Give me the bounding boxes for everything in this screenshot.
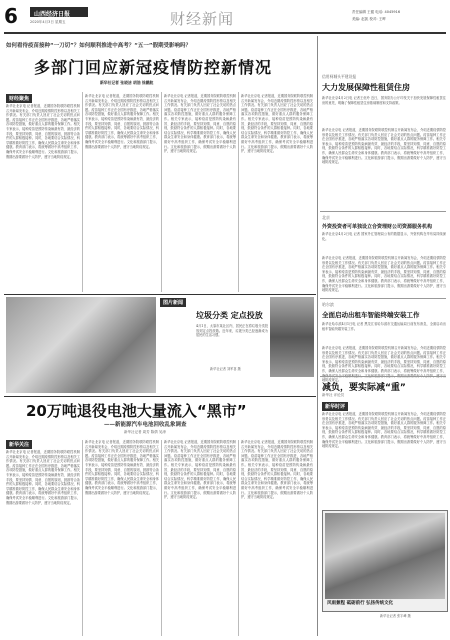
- culture-photo: [325, 513, 445, 599]
- date-line: 2020年4月3日 星期五: [30, 20, 66, 24]
- culture-photo-credit: 新华社记者 张宇峰 摄: [380, 614, 411, 618]
- battery-column-1: 新华社北京电 记者报道，近期国务院联防联控机制召开新闻发布会，介绍近期疫情防控形势以及相关工作情况。有关部门负责人回应了社会关切的热点问题。疫苗接种工作正在全国有序推进，各地严格落实各项防控措施，做好重点人群的服务保障工作。相关专家表示，接种疫苗是预防传染病最有效、最经济的手段，要坚持知情、同意、自愿的原则，鼓励符合条件的人群积极接种。同时，各地要结合实际情况，科学精准做好防控工作，确保人民群众生命安全和身体健康。教育部门表示，将统筹做好中高考组织工作，确保考试安全平稳顺利进行。文化和旅游部门提示，假期出游要做好个人防护，遵守当地防疫规定。: [6, 450, 80, 505]
- picture-news-headline: 垃圾分类 定点投放: [196, 311, 263, 320]
- reduce-byline: 新华社 评论员: [322, 393, 345, 397]
- section-rule: [4, 396, 316, 397]
- right-mid-place: 北京: [322, 215, 330, 220]
- editor-info-1: 责任编辑 王健 电话: 4045916: [352, 10, 401, 14]
- battery-byline: 新华社记者 周芳 陈倩 吴涛: [124, 430, 166, 434]
- column-divider: [238, 440, 239, 636]
- right-top-body: 新华社北京4月2日电 记者王优玲 近日，国务院办公厅印发关于加快发展保障性租赁住房的意见，明确了保障性租赁住房基础制度和支持政策。: [322, 96, 446, 105]
- picture-news-credit: 新华社记者 刘军喜 摄: [210, 367, 241, 371]
- editor-info-2: 美编: 赵凯 校对: 王晔: [352, 17, 386, 21]
- masthead-rule: [4, 32, 446, 34]
- picture-news-caption: 4月1日，太原市某社区内，居民正在将垃圾分类投放到定点投放箱。近年来，垃圾分类已经逐渐成为居民的生活习惯。: [196, 324, 268, 338]
- lead-headline: 多部门回应新冠疫情防控新情况: [34, 58, 273, 77]
- garbage-bin-photo: [270, 297, 314, 377]
- section-title: 财经新闻: [170, 10, 235, 28]
- right-low-body: 新华社哈尔滨4月1日电 记者 黑龙江省哈尔滨市交通运输局日前发布消息，全面启动出租车智能终端安装工作。: [322, 322, 446, 331]
- right-rule: [320, 211, 446, 212]
- picture-news-tag: 图片新闻: [160, 298, 186, 307]
- column-divider: [238, 92, 239, 292]
- culture-photo-frame: [322, 510, 448, 612]
- right-low-headline: 全面启动出租车智能终端安装工作: [322, 311, 420, 319]
- lead-section-tag: 财经聚焦: [6, 94, 32, 103]
- paper-name-badge: [30, 7, 88, 17]
- right-low-place: 哈尔滨: [322, 302, 334, 307]
- battery-column-4: 新华社北京电 记者报道，近期国务院联防联控机制召开新闻发布会，介绍近期疫情防控形势以及相关工作情况。有关部门负责人回应了社会关切的热点问题。疫苗接种工作正在全国有序推进，各地严格落实各项防控措施，做好重点人群的服务保障工作。相关专家表示，接种疫苗是预防传染病最有效、最经济的手段，要坚持知情、同意、自愿的原则，鼓励符合条件的人群积极接种。同时，各地要结合实际情况，科学精准做好防控工作，确保人民群众生命安全和身体健康。教育部门表示，将统筹做好中高考组织工作，确保考试安全平稳顺利进行。文化和旅游部门提示，假期出游要做好个人防护，遵守当地防疫规定。: [241, 440, 313, 500]
- column-divider: [82, 440, 83, 636]
- right-mid-headline: 外资投资者可单独设立合资理财公司资源服务机构: [322, 224, 433, 230]
- battery-section-tag: 新华关注: [6, 440, 32, 449]
- right-top-body-more: 新华社北京电 记者报道，近期国务院联防联控机制召开新闻发布会，介绍近期疫情防控形势以及相关工作情况。有关部门负责人回应了社会关切的热点问题。疫苗接种工作正在全国有序推进，各地严格落实各项防控措施，做好重点人群的服务保障工作。相关专家表示，接种疫苗是预防传染病最有效、最经济的手段，要坚持知情、同意、自愿的原则，鼓励符合条件的人群积极接种。同时，各地要结合实际情况，科学精准做好防控工作，确保人民群众生命安全和身体健康。教育部门表示，将统筹做好中高考组织工作，确保考试安全平稳顺利进行。文化和旅游部门提示，假期出游要做好个人防护，遵守当地防疫规定。: [322, 128, 446, 165]
- lead-column-3: 新华社北京电 记者报道，近期国务院联防联控机制召开新闻发布会，介绍近期疫情防控形势以及相关工作情况。有关部门负责人回应了社会关切的热点问题。疫苗接种工作正在全国有序推进，各地严格落实各项防控措施，做好重点人群的服务保障工作。相关专家表示，接种疫苗是预防传染病最有效、最经济的手段，要坚持知情、同意、自愿的原则，鼓励符合条件的人群积极接种。同时，各地要结合实际情况，科学精准做好防控工作，确保人民群众生命安全和身体健康。教育部门表示，将统筹做好中高考组织工作，确保考试安全平稳顺利进行。文化和旅游部门提示，假期出游要做好个人防护，遵守当地防疫规定。: [164, 94, 236, 154]
- right-rule: [320, 376, 446, 377]
- right-mid-body-more: 新华社北京电 记者报道，近期国务院联防联控机制召开新闻发布会，介绍近期疫情防控形势以及相关工作情况。有关部门负责人回应了社会关切的热点问题。疫苗接种工作正在全国有序推进，各地严格落实各项防控措施，做好重点人群的服务保障工作。相关专家表示，接种疫苗是预防传染病最有效、最经济的手段，要坚持知情、同意、自愿的原则，鼓励符合条件的人群积极接种。同时，各地要结合实际情况，科学精准做好防控工作，确保人民群众生命安全和身体健康。教育部门表示，将统筹做好中高考组织工作，确保考试安全平稳顺利进行。文化和旅游部门提示，假期出游要做好个人防护，遵守当地防疫规定。: [322, 256, 446, 293]
- column-divider: [82, 92, 83, 292]
- column-divider: [161, 440, 162, 636]
- commentary-body: 新华社北京电 记者报道，近期国务院联防联控机制召开新闻发布会，介绍近期疫情防控形势以及相关工作情况。有关部门负责人回应了社会关切的热点问题。疫苗接种工作正在全国有序推进，各地严格落实各项防控措施，做好重点人群的服务保障工作。相关专家表示，接种疫苗是预防传染病最有效、最经济的手段，要坚持知情、同意、自愿的原则，鼓励符合条件的人群积极接种。同时，各地要结合实际情况，科学精准做好防控工作，确保人民群众生命安全和身体健康。教育部门表示，将统筹做好中高考组织工作，确保考试安全平稳顺利进行。文化和旅游部门提示，假期出游要做好个人防护，遵守当地防疫规定。: [322, 412, 446, 449]
- garbage-sorting-photo: [6, 297, 156, 393]
- lead-column-4: 新华社北京电 记者报道，近期国务院联防联控机制召开新闻发布会，介绍近期疫情防控形势以及相关工作情况。有关部门负责人回应了社会关切的热点问题。疫苗接种工作正在全国有序推进，各地严格落实各项防控措施，做好重点人群的服务保障工作。相关专家表示，接种疫苗是预防传染病最有效、最经济的手段，要坚持知情、同意、自愿的原则，鼓励符合条件的人群积极接种。同时，各地要结合实际情况，科学精准做好防控工作，确保人民群众生命安全和身体健康。教育部门表示，将统筹做好中高考组织工作，确保考试安全平稳顺利进行。文化和旅游部门提示，假期出游要做好个人防护，遵守当地防疫规定。: [241, 94, 313, 154]
- lead-column-2: 新华社北京电 记者报道，近期国务院联防联控机制召开新闻发布会，介绍近期疫情防控形势以及相关工作情况。有关部门负责人回应了社会关切的热点问题。疫苗接种工作正在全国有序推进，各地严格落实各项防控措施，做好重点人群的服务保障工作。相关专家表示，接种疫苗是预防传染病最有效、最经济的手段，要坚持知情、同意、自愿的原则，鼓励符合条件的人群积极接种。同时，各地要结合实际情况，科学精准做好防控工作，确保人民群众生命安全和身体健康。教育部门表示，将统筹做好中高考组织工作，确保考试安全平稳顺利进行。文化和旅游部门提示，假期出游要做好个人防护，遵守当地防疫规定。: [85, 94, 159, 149]
- lead-column-1: 新华社北京电 记者报道，近期国务院联防联控机制召开新闻发布会，介绍近期疫情防控形势以及相关工作情况。有关部门负责人回应了社会关切的热点问题。疫苗接种工作正在全国有序推进，各地严格落实各项防控措施，做好重点人群的服务保障工作。相关专家表示，接种疫苗是预防传染病最有效、最经济的手段，要坚持知情、同意、自愿的原则，鼓励符合条件的人群积极接种。同时，各地要结合实际情况，科学精准做好防控工作，确保人民群众生命安全和身体健康。教育部门表示，将统筹做好中高考组织工作，确保考试安全平稳顺利进行。文化和旅游部门提示，假期出游要做好个人防护，遵守当地防疫规定。: [6, 104, 80, 159]
- battery-column-2: 新华社北京电 记者报道，近期国务院联防联控机制召开新闻发布会，介绍近期疫情防控形势以及相关工作情况。有关部门负责人回应了社会关切的热点问题。疫苗接种工作正在全国有序推进，各地严格落实各项防控措施，做好重点人群的服务保障工作。相关专家表示，接种疫苗是预防传染病最有效、最经济的手段，要坚持知情、同意、自愿的原则，鼓励符合条件的人群积极接种。同时，各地要结合实际情况，科学精准做好防控工作，确保人民群众生命安全和身体健康。教育部门表示，将统筹做好中高考组织工作，确保考试安全平稳顺利进行。文化和旅游部门提示，假期出游要做好个人防护，遵守当地防疫规定。: [85, 440, 159, 495]
- lead-byline: 新华社记者 张晓洁 胡浩 徐鹏航: [100, 80, 154, 85]
- section-rule: [4, 294, 316, 295]
- battery-headline: 20万吨退役电池大量流入“黑市”: [26, 402, 247, 420]
- battery-subhead: ——新能源汽车电池回收乱象调查: [104, 422, 187, 428]
- paper-name: 山西经济日报: [34, 10, 71, 18]
- commentary-tag: 新华时评: [322, 402, 348, 411]
- battery-column-3: 新华社北京电 记者报道，近期国务院联防联控机制召开新闻发布会，介绍近期疫情防控形势以及相关工作情况。有关部门负责人回应了社会关切的热点问题。疫苗接种工作正在全国有序推进，各地严格落实各项防控措施，做好重点人群的服务保障工作。相关专家表示，接种疫苗是预防传染病最有效、最经济的手段，要坚持知情、同意、自愿的原则，鼓励符合条件的人群积极接种。同时，各地要结合实际情况，科学精准做好防控工作，确保人民群众生命安全和身体健康。教育部门表示，将统筹做好中高考组织工作，确保考试安全平稳顺利进行。文化和旅游部门提示，假期出游要做好个人防护，遵守当地防疫规定。: [164, 440, 236, 500]
- column-divider: [161, 92, 162, 292]
- reduce-headline: 减负，要实际减“重”: [322, 383, 406, 393]
- lead-kicker: 如何看待疫苗接种“一刀切”？如何顺利推进中高考？“五一”假期受影响吗？: [6, 43, 191, 49]
- main-column-divider: [317, 36, 318, 636]
- right-low-body-more: 新华社北京电 记者报道，近期国务院联防联控机制召开新闻发布会，介绍近期疫情防控形势以及相关工作情况。有关部门负责人回应了社会关切的热点问题。疫苗接种工作正在全国有序推进，各地严格落实各项防控措施，做好重点人群的服务保障工作。相关专家表示，接种疫苗是预防传染病最有效、最经济的手段，要坚持知情、同意、自愿的原则，鼓励符合条件的人群积极接种。同时，各地要结合实际情况，科学精准做好防控工作，确保人民群众生命安全和身体健康。教育部门表示，将统筹做好中高考组织工作， 地防疫规定。: [322, 346, 446, 383]
- right-mid-body: 新华社北京4月2日电 记者 国家外汇管理局公布的数据显示，外资机构在华布局持续深化。: [322, 232, 446, 241]
- page-number: 6: [4, 4, 18, 28]
- right-rule: [320, 298, 446, 299]
- right-top-headline: 大力发展保障性租赁住房: [322, 83, 410, 92]
- culture-banner: 风雨兼程 砥砺前行 弘扬传统文化: [327, 601, 394, 606]
- right-top-tag: 信用柯城头平建设报: [322, 74, 357, 79]
